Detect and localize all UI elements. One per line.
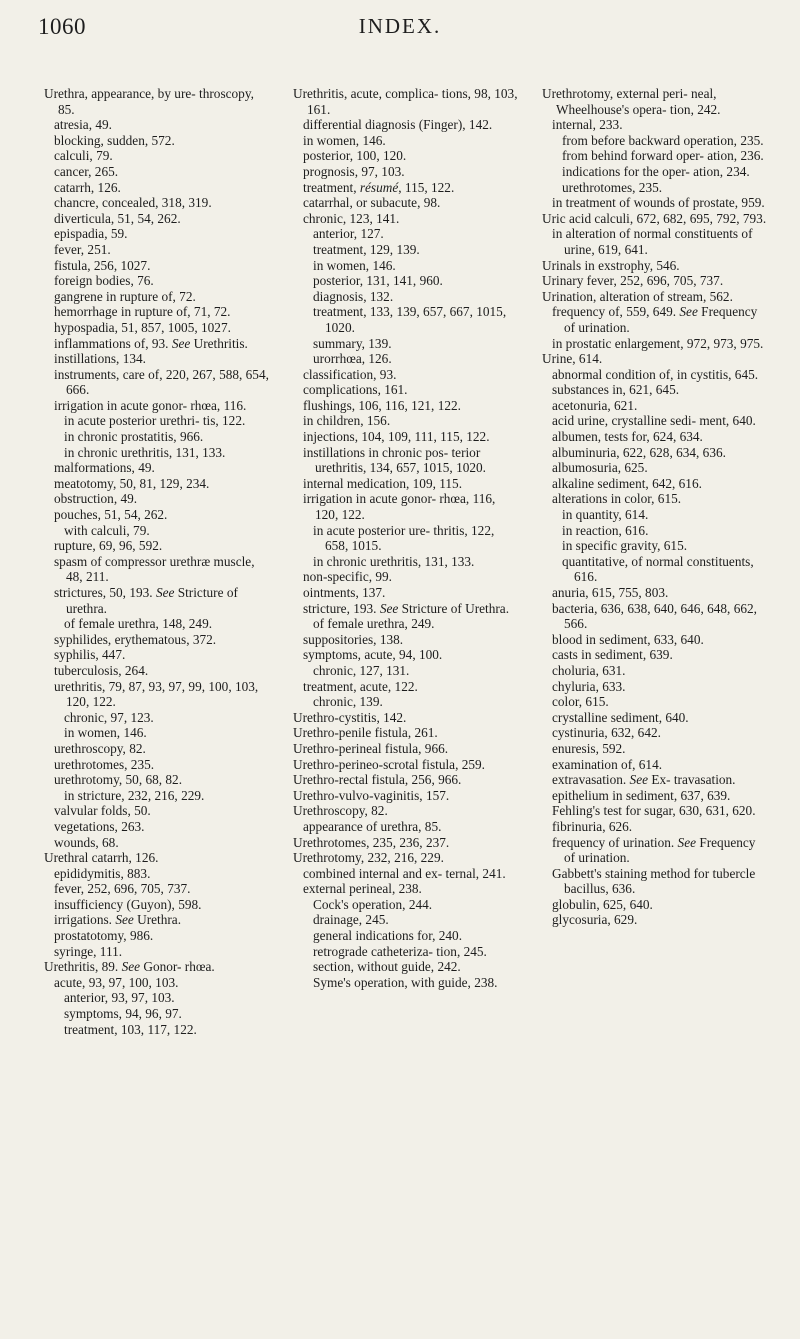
index-entry: diagnosis, 132. <box>313 288 394 304</box>
index-entry: chronic, 123, 141. <box>303 210 400 226</box>
index-entry: Urethra, appearance, by ure- throscopy, 85. <box>44 86 254 117</box>
index-entry: urethroscopy, 82. <box>54 740 146 756</box>
index-entry: from behind forward oper- ation, 236. <box>562 148 764 164</box>
index-entry: cystinuria, 632, 642. <box>552 725 661 741</box>
index-entry: fistula, 256, 1027. <box>54 257 151 273</box>
index-entry: treatment, 103, 117, 122. <box>64 1021 197 1037</box>
index-entry: Cock's operation, 244. <box>313 896 433 912</box>
index-entry: external perineal, 238. <box>303 881 422 897</box>
index-entry: prostatotomy, 986. <box>54 928 154 944</box>
index-entry: Urethro-rectal fistula, 256, 966. <box>293 772 462 788</box>
index-entry: irrigations. See Urethra. <box>54 912 182 928</box>
index-entry: albumen, tests for, 624, 634. <box>552 429 703 445</box>
index-entry: in prostatic enlargement, 972, 973, 975. <box>552 335 764 351</box>
index-entry: calculi, 79. <box>54 148 113 164</box>
index-entry: strictures, 50, 193. See Stricture of urethra. <box>54 585 238 616</box>
index-entry: syphilis, 447. <box>54 647 126 663</box>
index-entry: in stricture, 232, 216, 229. <box>64 787 205 803</box>
index-entry: urethrotomy, 50, 68, 82. <box>54 772 183 788</box>
index-entry: color, 615. <box>552 694 609 710</box>
index-entry: treatment, résumé, 115, 122. <box>303 179 455 195</box>
index-entry: urethrotomes, 235. <box>562 179 663 195</box>
index-columns <box>44 86 769 1326</box>
index-entry: instillations in chronic pos- terior urethritis, 134, 657, 1015, 1020. <box>303 444 487 476</box>
index-entry: foreign bodies, 76. <box>54 273 154 289</box>
index-entry: non-specific, 99. <box>303 569 392 585</box>
index-entry: posterior, 100, 120. <box>303 148 407 164</box>
index-entry: malformations, 49. <box>54 460 155 476</box>
index-entry: catarrhal, or subacute, 98. <box>303 195 441 211</box>
index-entry: anuria, 615, 755, 803. <box>552 585 669 600</box>
index-entry: internal, 233. <box>552 117 623 133</box>
index-entry: hypospadia, 51, 857, 1005, 1027. <box>54 319 231 335</box>
index-entry: spasm of compressor urethræ muscle, 48, 211. <box>54 553 255 585</box>
index-entry: injections, 104, 109, 111, 115, 122. <box>303 429 490 445</box>
index-entry: of female urethra, 249. <box>313 616 435 632</box>
index-entry: treatment, 129, 139. <box>313 241 420 257</box>
index-entry: Urethroscopy, 82. <box>293 803 388 819</box>
index-entry: Urethro-perineo-scrotal fistula, 259. <box>293 756 485 772</box>
index-entry: in reaction, 616. <box>562 522 649 538</box>
index-entry: inflammations of, 93. See Urethritis. <box>54 335 248 351</box>
index-entry: Urethral catarrh, 126. <box>44 850 159 866</box>
index-entry: Urination, alteration of stream, 562. <box>542 288 733 304</box>
index-entry: quantitative, of normal constituents, 616. <box>562 553 754 585</box>
index-entry: cancer, 265. <box>54 163 119 179</box>
index-entry: examination of, 614. <box>552 756 663 772</box>
index-entry: irrigation in acute gonor- rhœa, 116. <box>54 397 247 413</box>
index-entry: frequency of urination. See Frequency of urination. <box>552 834 756 866</box>
index-entry: symptoms, acute, 94, 100. <box>303 647 443 663</box>
index-entry: epididymitis, 883. <box>54 865 151 881</box>
index-entry: fibrinuria, 626. <box>552 818 633 834</box>
index-entry: catarrh, 126. <box>54 179 121 195</box>
index-entry: prognosis, 97, 103. <box>303 163 405 179</box>
index-column-3 <box>542 86 769 1326</box>
index-entry: alterations in color, 615. <box>552 491 682 507</box>
index-entry: Urethro-cystitis, 142. <box>293 709 407 725</box>
index-entry: bacteria, 636, 638, 640, 646, 648, 662, 566. <box>552 600 757 632</box>
index-entry: posterior, 131, 141, 960. <box>313 273 443 289</box>
index-entry: retrograde catheteriza- tion, 245. <box>313 943 487 959</box>
index-entry: rupture, 69, 96, 592. <box>54 538 163 554</box>
index-entry: Urethrotomes, 235, 236, 237. <box>293 834 450 850</box>
index-entry: enuresis, 592. <box>552 740 626 756</box>
index-entry: instruments, care of, 220, 267, 588, 654, 666. <box>54 366 269 398</box>
index-entry: in women, 146. <box>303 132 386 148</box>
index-entry: in specific gravity, 615. <box>562 538 688 554</box>
index-entry: in chronic urethritis, 131, 133. <box>64 444 226 460</box>
index-entry: appearance of urethra, 85. <box>303 818 442 834</box>
index-entry: drainage, 245. <box>313 912 389 928</box>
index-entry: chronic, 139. <box>313 694 383 710</box>
page-number: 1060 <box>38 14 86 39</box>
index-entry: chyluria, 633. <box>552 678 626 694</box>
index-entry: chronic, 97, 123. <box>64 709 154 725</box>
index-entry: Urethritis, acute, complica- tions, 98, 103, 161. <box>293 86 518 117</box>
index-entry: Urethro-penile fistula, 261. <box>293 725 438 741</box>
index-column-2 <box>293 86 520 1326</box>
index-entry: pouches, 51, 54, 262. <box>54 507 168 523</box>
index-entry: Uric acid calculi, 672, 682, 695, 792, 793. <box>542 210 767 226</box>
index-entry: vegetations, 263. <box>54 818 145 834</box>
index-entry: treatment, 133, 139, 657, 667, 1015, 1020. <box>313 304 507 335</box>
index-entry: general indications for, 240. <box>313 928 463 944</box>
index-entry: chancre, concealed, 318, 319. <box>54 195 212 211</box>
index-entry: instillations, 134. <box>54 351 146 367</box>
page-title: INDEX. <box>358 14 442 38</box>
index-entry: urethrotomes, 235. <box>54 756 155 772</box>
index-entry: insufficiency (Guyon), 598. <box>54 896 202 912</box>
index-entry: in women, 146. <box>64 725 147 741</box>
index-entry: in alteration of normal constituents of urine, 619, 641. <box>552 226 753 257</box>
index-entry: anterior, 93, 97, 103. <box>64 990 175 1006</box>
index-entry: Urethritis, 89. See Gonor- rhœa. <box>44 959 215 975</box>
index-entry: blocking, sudden, 572. <box>54 132 175 148</box>
index-entry: crystalline sediment, 640. <box>552 709 689 725</box>
index-entry: with calculi, 79. <box>64 522 150 538</box>
index-entry: urethritis, 79, 87, 93, 97, 99, 100, 103, 120, 122. <box>54 678 259 710</box>
index-entry: gangrene in rupture of, 72. <box>54 288 196 304</box>
index-entry: Urine, 614. <box>542 351 603 367</box>
index-entry: treatment, acute, 122. <box>303 678 418 694</box>
index-column-1 <box>44 86 271 1326</box>
index-entry: acetonuria, 621. <box>552 397 638 413</box>
index-entry: blood in sediment, 633, 640. <box>552 631 704 647</box>
index-entry: Urethrotomy, 232, 216, 229. <box>293 850 444 866</box>
index-entry: syphilides, erythematous, 372. <box>54 631 217 647</box>
index-entry: tuberculosis, 264. <box>54 662 149 678</box>
index-entry: from before backward operation, 235. <box>562 132 764 148</box>
index-entry: symptoms, 94, 96, 97. <box>64 1006 182 1022</box>
index-entry: Urinals in exstrophy, 546. <box>542 257 680 273</box>
index-entry: stricture, 193. See Stricture of Urethra. <box>303 600 510 616</box>
index-entry: globulin, 625, 640. <box>552 896 653 912</box>
index-entry: in acute posterior ure- thritis, 122, 658, 1015. <box>313 522 495 554</box>
index-entry: in acute posterior urethri- tis, 122. <box>64 413 246 429</box>
index-entry: summary, 139. <box>313 335 392 351</box>
index-entry: section, without guide, 242. <box>313 959 461 975</box>
index-entry: Urinary fever, 252, 696, 705, 737. <box>542 273 724 289</box>
index-entry: extravasation. See Ex- travasation. <box>552 772 736 788</box>
index-entry: suppositories, 138. <box>303 631 404 647</box>
index-entry: in treatment of wounds of prostate, 959. <box>552 195 765 211</box>
index-entry: diverticula, 51, 54, 262. <box>54 210 181 226</box>
index-entry: Fehling's test for sugar, 630, 631, 620. <box>552 803 756 819</box>
index-entry: Syme's operation, with guide, 238. <box>313 974 498 990</box>
index-entry: indications for the oper- ation, 234. <box>562 163 750 179</box>
index-entry: internal medication, 109, 115. <box>303 475 463 491</box>
index-entry: in children, 156. <box>303 413 391 429</box>
index-entry: valvular folds, 50. <box>54 803 151 819</box>
index-entry: flushings, 106, 116, 121, 122. <box>303 397 461 413</box>
index-entry: combined internal and ex- ternal, 241. <box>303 865 506 881</box>
index-entry: epispadia, 59. <box>54 226 128 242</box>
index-entry: frequency of, 559, 649. See Frequency of urination. <box>552 304 758 335</box>
index-entry: glycosuria, 629. <box>552 912 638 928</box>
index-entry: meatotomy, 50, 81, 129, 234. <box>54 475 210 491</box>
index-entry: in chronic urethritis, 131, 133. <box>313 553 475 569</box>
index-entry: Urethro-perineal fistula, 966. <box>293 740 449 756</box>
index-entry: chronic, 127, 131. <box>313 662 410 678</box>
index-entry: alkaline sediment, 642, 616. <box>552 475 702 491</box>
index-entry: epithelium in sediment, 637, 639. <box>552 787 731 803</box>
index-entry: in women, 146. <box>313 257 396 273</box>
index-entry: fever, 251. <box>54 241 111 257</box>
index-entry: wounds, 68. <box>54 834 119 850</box>
index-entry: anterior, 127. <box>313 226 384 242</box>
index-entry: differential diagnosis (Finger), 142. <box>303 117 493 133</box>
index-entry: Urethro-vulvo-vaginitis, 157. <box>293 787 450 803</box>
index-entry: albumosuria, 625. <box>552 460 648 476</box>
index-entry: in chronic prostatitis, 966. <box>64 429 204 445</box>
index-entry: Gabbett's staining method for tubercle bacillus, 636. <box>552 865 756 897</box>
index-entry: Urethrotomy, external peri- neal, Wheelhouse's opera- tion, 242. <box>542 86 721 117</box>
index-entry: irrigation in acute gonor- rhœa, 116, 120, 122. <box>303 491 496 523</box>
index-entry: complications, 161. <box>303 382 408 398</box>
index-entry: acid urine, crystalline sedi- ment, 640. <box>552 413 756 429</box>
index-entry: of female urethra, 148, 249. <box>64 616 213 632</box>
index-entry: acute, 93, 97, 100, 103. <box>54 974 179 990</box>
index-entry: syringe, 111. <box>54 943 123 959</box>
index-entry: hemorrhage in rupture of, 71, 72. <box>54 304 231 320</box>
index-entry: urorrhœa, 126. <box>313 351 392 367</box>
index-entry: abnormal condition of, in cystitis, 645. <box>552 366 759 382</box>
index-entry: albuminuria, 622, 628, 634, 636. <box>552 444 726 460</box>
index-entry: ointments, 137. <box>303 585 386 600</box>
index-entry: substances in, 621, 645. <box>552 382 680 398</box>
index-entry: obstruction, 49. <box>54 491 138 507</box>
index-entry: in quantity, 614. <box>562 507 649 523</box>
index-entry: choluria, 631. <box>552 662 626 678</box>
index-entry: classification, 93. <box>303 366 397 382</box>
index-entry: casts in sediment, 639. <box>552 647 673 663</box>
index-entry: fever, 252, 696, 705, 737. <box>54 881 191 897</box>
index-entry: atresia, 49. <box>54 117 112 133</box>
